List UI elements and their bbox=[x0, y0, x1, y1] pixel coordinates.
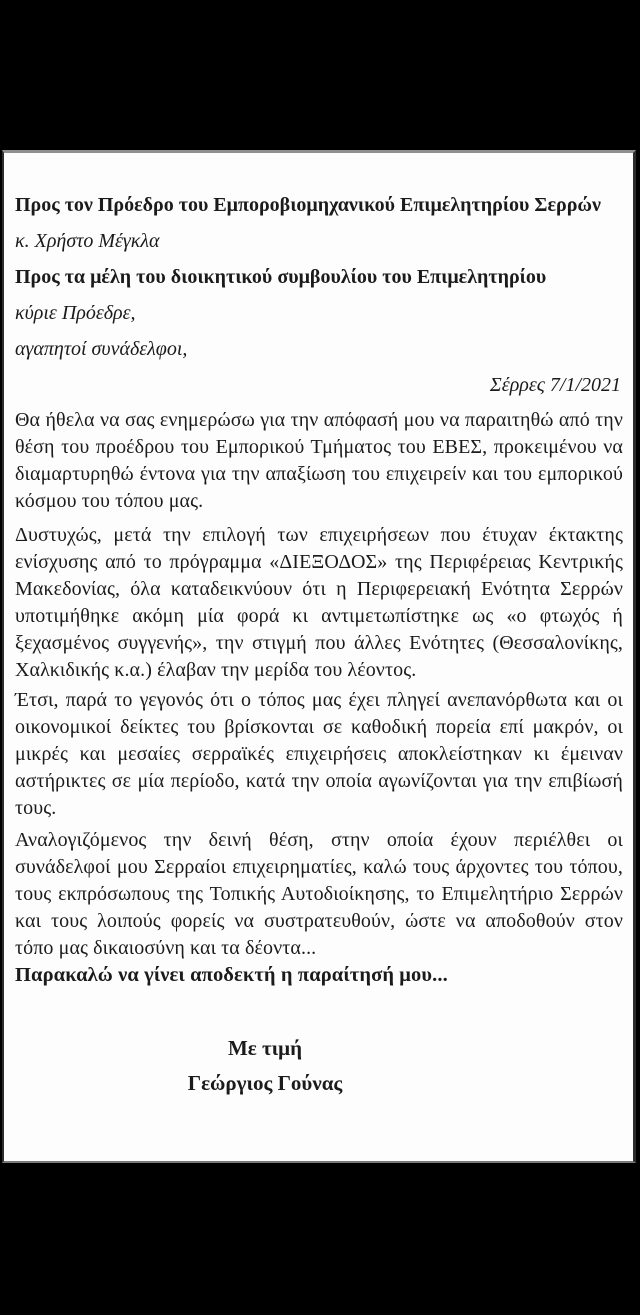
closing-request: Παρακαλώ να γίνει αποδεκτή η παραίτησή μου... bbox=[15, 964, 448, 986]
signature-name: Γεώργιος Γούνας bbox=[187, 1071, 343, 1095]
paragraph-resignation-announcement: Θα ήθελα να σας ενημερώσω για την απόφασή μου να παραιτηθώ από την θέση του προέδρου του Εμπορικού Τμήματος του ΕΒΕΣ, προκειμένου να διαμαρτυρηθώ έντονα για την απαξίωση του επιχειρείν και του εμπορικού κόσμου του τόπου μας. bbox=[15, 409, 623, 512]
salutation-colleagues: αγαπητοί συνάδελφοι, bbox=[15, 338, 188, 360]
letter-page bbox=[2, 150, 636, 1163]
date-line: Σέρρες 7/1/2021 bbox=[489, 374, 621, 396]
paragraph-appeal-to-authorities: Αναλογιζόμενος την δεινή θέση, στην οποία έχουν περιέλθει οι συνάδελφοί μου Σερραίοι επιχειρηματίες, καλώ τους άρχοντες του τόπου, τους εκπρόσωπους της Τοπικής Αυτοδιοίκησης, το Επιμελητήριο Σερρών και τους λοιπούς φορείς να συστρατευθούν, ώστε να αποδοθούν στον τόπο μας δικαιοσύνη και τα δέοντα... bbox=[15, 829, 623, 959]
recipient-line-board: Προς τα μέλη του διοικητικού συμβουλίου του Επιμελητηρίου bbox=[15, 266, 547, 288]
paragraph-diexodos-program: Δυστυχώς, μετά την επιλογή των επιχειρήσεων που έτυχαν έκτακτης ενίσχυσης από το πρόγραμμα «ΔΙΕΞΟΔΟΣ» της Περιφέρειας Κεντρικής Μακεδονίας, όλα καταδεικνύουν ότι η Περιφερειακή Ενότητα Σερρών υποτιμήθηκε ακόμη μία φορά κι αντιμετωπίστηκε ως «ο φτωχός ή ξεχασμένος συγγενής», την στιγμή που άλλες Ενότητες (Θεσσαλονίκης, Χαλκιδικής κ.α.) έλαβαν την μερίδα του λέοντος. bbox=[15, 524, 623, 681]
paragraph-economic-situation: Έτσι, παρά το γεγονός ότι ο τόπος μας έχει πληγεί ανεπανόρθωτα και οι οικονομικοί δείκτες του βρίσκονται σε καθοδική πορεία επί μακρόν, οι μικρές και μεσαίες σερραϊκές επιχειρήσεις αποκλείστηκαν κι έμειναν αστήρικτες σε μία περίοδο, κατά την οποία αγωνίζονται για την επιβίωσή τους. bbox=[15, 689, 623, 819]
salutation-president: κύριε Πρόεδρε, bbox=[15, 302, 136, 324]
signature-block bbox=[15, 1031, 515, 1101]
signoff: Με τιμή bbox=[227, 1036, 303, 1060]
recipient-line-president: Προς τον Πρόεδρο του Εμποροβιομηχανικού Επιμελητηρίου Σερρών bbox=[15, 194, 601, 216]
recipient-name: κ. Χρήστο Μέγκλα bbox=[15, 230, 160, 252]
